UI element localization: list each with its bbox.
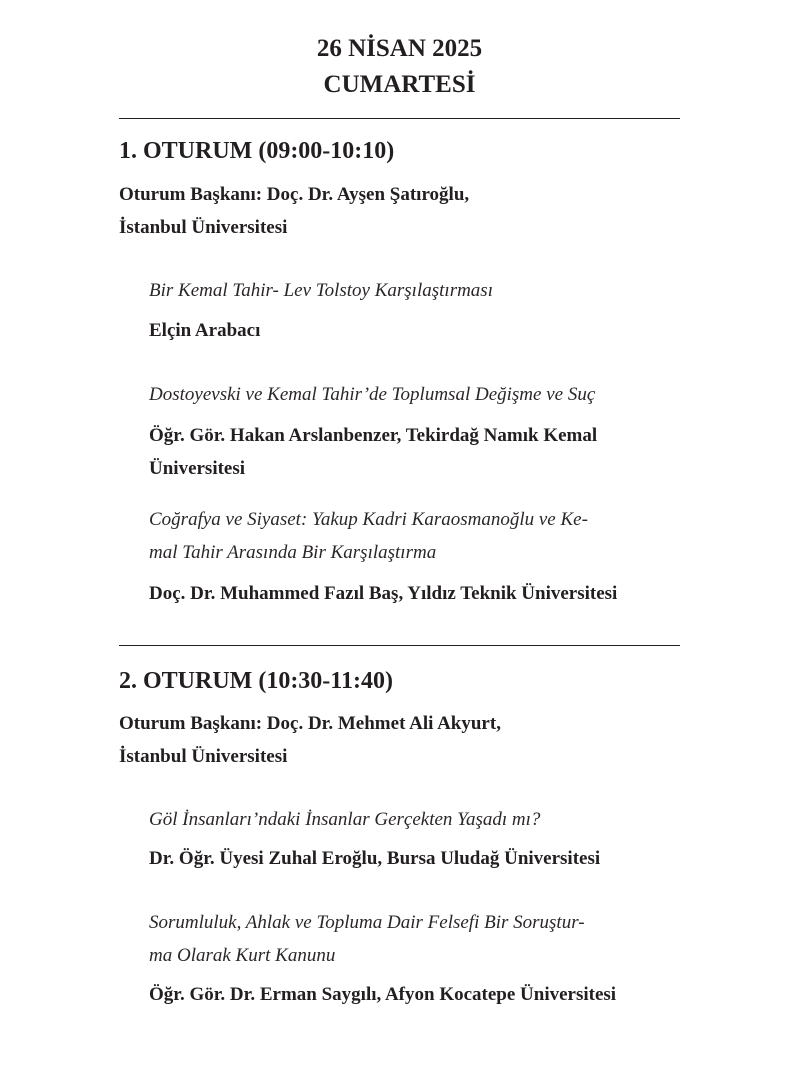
talk-title-line: Sorumluluk, Ahlak ve Topluma Dair Felsefi Bir Soruştur-: [149, 912, 585, 933]
divider-middle: [119, 645, 680, 646]
session-title: 1. OTURUM (09:00-10:10): [119, 138, 395, 164]
day-text: CUMARTESİ: [323, 71, 476, 98]
session-2: [119, 666, 680, 1011]
talk-item: [149, 274, 680, 347]
talk-item: [149, 503, 680, 610]
session-chair: [119, 178, 680, 244]
talk-title: Göl İnsanları’ndaki İnsanlar Gerçekten Yaşadı mı?: [149, 809, 541, 830]
talk-author: Öğr. Gör. Dr. Erman Saygılı, Afyon Kocatepe Üniversitesi: [149, 984, 617, 1005]
talk-list: [119, 803, 680, 1011]
talk-author: Elçin Arabacı: [149, 320, 261, 341]
chair-affiliation: İstanbul Üniversitesi: [119, 746, 288, 767]
talk-author-line: Öğr. Gör. Hakan Arslanbenzer, Tekirdağ Namık Kemal: [149, 425, 598, 446]
talk-title: [149, 906, 680, 972]
talk-item: [149, 378, 680, 485]
date-header: [119, 0, 680, 103]
chair-line: Oturum Başkanı: Doç. Dr. Ayşen Şatıroğlu,: [119, 184, 470, 205]
talk-title: [149, 503, 680, 569]
talk-title-line: ma Olarak Kurt Kanunu: [149, 945, 336, 966]
session-1: [119, 136, 680, 610]
chair-line: Oturum Başkanı: Doç. Dr. Mehmet Ali Akyurt,: [119, 713, 501, 734]
talk-title-line: Coğrafya ve Siyaset: Yakup Kadri Karaosmanoğlu ve Ke-: [149, 509, 588, 530]
chair-affiliation: İstanbul Üniversitesi: [119, 217, 288, 238]
date-text: 26 NİSAN 2025: [316, 35, 483, 62]
talk-author: [149, 419, 680, 485]
talk-title: Dostoyevski ve Kemal Tahir’de Toplumsal Değişme ve Suç: [149, 384, 596, 405]
talk-author: Doç. Dr. Muhammed Fazıl Baş, Yıldız Teknik Üniversitesi: [149, 583, 618, 604]
divider-top: [119, 118, 680, 119]
talk-author: Dr. Öğr. Üyesi Zuhal Eroğlu, Bursa Uludağ Üniversitesi: [149, 848, 601, 869]
session-title: 2. OTURUM (10:30-11:40): [119, 668, 393, 694]
talk-list: [119, 274, 680, 610]
talk-title-line: mal Tahir Arasında Bir Karşılaştırma: [149, 542, 437, 563]
talk-item: [149, 906, 680, 1011]
talk-item: [149, 803, 680, 875]
talk-author-line: Üniversitesi: [149, 458, 246, 479]
session-chair: [119, 707, 680, 773]
talk-title: Bir Kemal Tahir- Lev Tolstoy Karşılaştırması: [149, 280, 493, 301]
program-page: [119, 0, 680, 1011]
